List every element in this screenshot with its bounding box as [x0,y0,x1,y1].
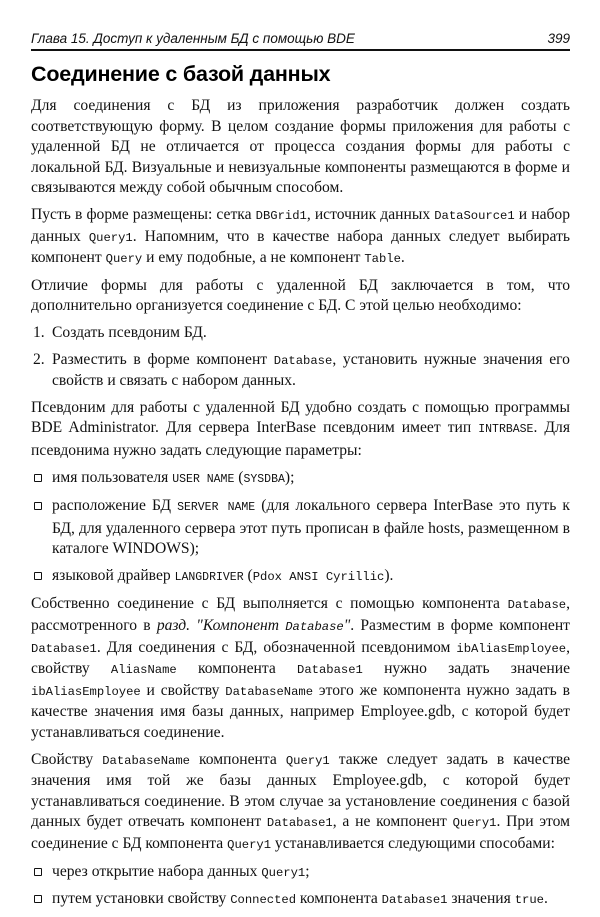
code-pdox-ansi-cyrillic: Pdox ANSI Cyrillic [252,569,385,584]
code-intrbase: INTRBASE [478,423,534,437]
bullet-item-connected-property [31,889,570,911]
text: Псевдоним для работы с удаленной БД удобно создать с помощью программы BDE Administrator. Для сервера InterBase псевдоним имеет тип [31,398,570,437]
code-sysdba: SYSDBA [243,472,285,486]
text: имя пользователя [52,468,173,486]
text: языковой драйвер [52,566,175,584]
text: . Для псевдонима нужно задать следующие параметры: [31,419,570,459]
chapter-title: Глава 15. Доступ к удаленным БД с помощью BDE [31,31,355,46]
text: " [343,617,351,635]
text: этого же компонента нужно задать в качестве значения имя базы данных, например Employee.gdb, с которой будет устанавливаться соединение. [31,681,570,742]
code-query1: Query1 [452,816,497,831]
bullet-item-user-name [31,468,570,491]
text: компонента [189,750,286,768]
running-head [31,31,570,51]
paragraph-components [31,205,570,270]
paragraph-difference: Отличие формы для работы с удаленной БД заключается в том, что дополнительно организуется соединение с БД. С этой целью необходимо: [31,276,570,315]
paragraph-query-databasename [31,750,570,856]
page-number: 399 [547,31,570,46]
text: и набор данных [31,205,571,245]
text: Пусть в форме размещены: сетка [31,205,256,223]
text: , а не компонент [332,813,453,831]
bullet-item-server-name [31,496,570,560]
code-query1: Query1 [285,753,330,768]
section-title: Соединение с базой данных [31,62,331,86]
text: , источник данных [306,205,435,223]
code-database1: Database1 [297,663,363,678]
text: Собственно соединение с БД выполняется с помощью компонента [31,595,508,613]
text: значения [447,890,515,908]
text: , свойству [31,638,570,678]
text: Свойству [31,750,103,768]
square-bullet-icon [34,895,42,903]
section-reference[interactable] [157,617,350,634]
list-number: 2. [33,350,45,368]
code-query: Query [105,252,143,267]
code-server-name: SERVER NAME [177,501,256,515]
text: Разместить в форме компонент [52,350,274,368]
text: также следует задать в качестве значения имя той же базы данных Employee.gdb, с которой будет устанавливаться соединение. В этом случае за установление соединения с базой данных будет отвечать компонент [31,750,571,831]
text: , установить нужные значения его свойств и связать с набором данных. [52,350,570,390]
text: разд. "Компонент [156,617,286,635]
text: ). [384,566,394,584]
code-user-name: USER NAME [172,472,235,486]
square-bullet-icon [34,502,42,510]
code-database1: Database1 [381,893,448,908]
code-datasource1: DataSource1 [434,208,515,223]
list-text: Создать псевдоним БД. [52,323,207,341]
square-bullet-icon [34,474,42,482]
text: и свойству [140,681,226,699]
code-aliasname: AliasName [110,663,177,678]
text: ( [234,468,244,486]
text: . [400,249,405,267]
text: устанавливается следующими способами: [271,835,555,852]
text: ( [243,566,253,584]
text: через открытие набора данных [52,862,262,880]
square-bullet-icon [34,868,42,876]
code-dbgrid1: DBGrid1 [255,208,307,223]
text: и ему подобные, а не компонент [142,249,365,267]
text: . Напомним, что в качестве набора данных следует выбирать компонент [31,227,570,267]
bullet-item-open-dataset [31,862,570,884]
text: ; [305,862,310,880]
code-table: Table [364,252,401,267]
code-database: Database [285,620,344,635]
paragraph-alias [31,398,570,462]
text: компонента [296,890,382,908]
code-query1: Query1 [261,865,306,880]
code-connected: Connected [230,893,297,908]
body-text [31,96,570,917]
text: (для локального сервера InterBase это путь к БД, для удаленного сервера этот путь прописан в файле hosts, размещенном в каталоге WINDOWS); [52,497,570,558]
numbered-item-1 [31,323,570,344]
text: ); [284,468,295,486]
text: . Для соединения с БД, обозначенной псевдонимом [96,638,457,656]
code-database1: Database1 [31,641,97,656]
code-query1: Query1 [227,838,272,852]
text: компонента [176,660,298,678]
text: нужно задать значение [362,660,570,678]
text: . Разместим в форме компонент [350,617,570,635]
code-database: Database [507,598,567,613]
square-bullet-icon [34,572,42,580]
text: . [544,890,548,908]
code-langdriver: LANGDRIVER [174,570,244,584]
text: , рассмотренного в [31,595,570,635]
text: путем установки свойству [52,890,231,908]
code-database: Database [273,353,333,368]
bullet-item-langdriver [31,566,570,589]
paragraph-database-component [31,594,570,743]
code-database1: Database1 [266,816,333,831]
text: . При этом соединение с БД компонента [31,813,570,852]
code-true: true [514,893,544,908]
code-databasename: DatabaseName [102,753,190,768]
text: расположение БД [52,497,178,515]
paragraph-intro: Для соединения с БД из приложения разработчик должен создать соответствующую форму. В целом создание формы приложения для работы с удаленной БД не отличается от процесса создания формы для работы с локальной БД. Визуальные и невизуальные компоненты размещаются в форме и связываются между собой обычным способом. [31,97,570,197]
numbered-item-2 [31,350,570,392]
code-query1: Query1 [88,230,133,245]
code-ibaliasemployee: ibAliasEmployee [456,641,567,656]
code-databasename: DatabaseName [225,684,314,699]
list-number: 1. [33,323,45,341]
code-ibaliasemployee: ibAliasEmployee [31,684,141,699]
